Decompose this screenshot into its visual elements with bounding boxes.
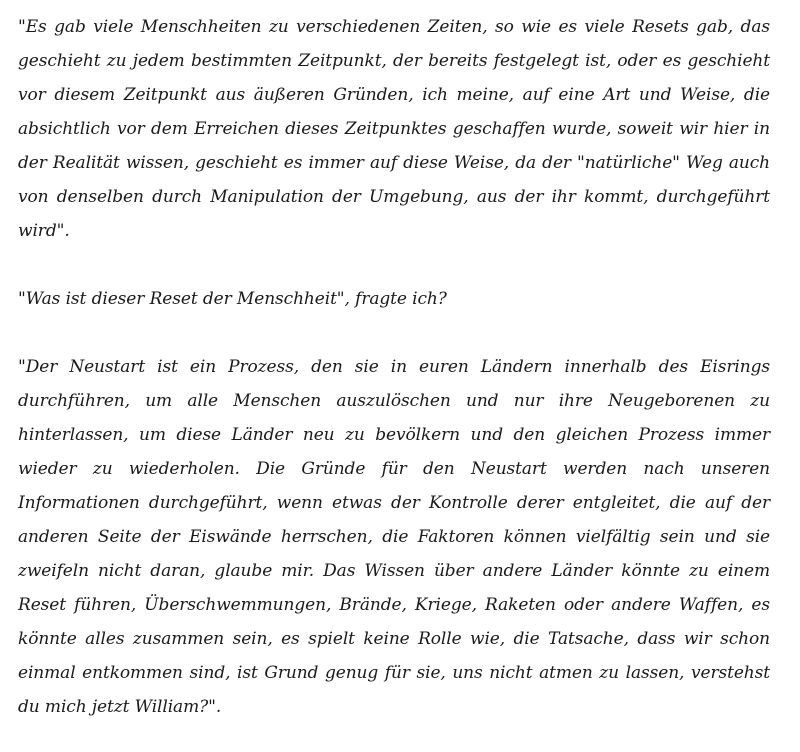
paragraph-neustart: "Der Neustart ist ein Prozess, den sie in euren Ländern innerhalb des Eisrings durchführen, um alle Menschen auszulöschen und nur ihre Neugeborenen zu hinterlassen, um diese Länder neu zu bevölkern und den gleichen Prozess immer wieder zu wiederholen. Die Gründe für den Neustart werden nach unseren Informationen durchgeführt, wenn etwas der Kontrolle derer entgleitet, die auf der anderen Seite der Eiswände herrschen, die Faktoren können vielfältig sein und sie zweifeln nicht daran, glaube mir. Das Wissen über andere Länder könnte zu einem Reset führen, Überschwemmungen, Brände, Kriege, Raketen oder andere Waffen, es könnte alles zusammen sein, es spielt keine Rolle wie, die Tatsache, dass wir schon einmal entkommen sind, ist Grund genug für sie, uns nicht atmen zu lassen, verstehst du mich jetzt William?". — [18, 357, 770, 717]
paragraph-question: "Was ist dieser Reset der Menschheit", fragte ich? — [18, 289, 447, 309]
document-page — [18, 10, 770, 724]
paragraph-resets: "Es gab viele Menschheiten zu verschiedenen Zeiten, so wie es viele Resets gab, das geschieht zu jedem bestimmten Zeitpunkt, der bereits festgelegt ist, oder es geschieht vor diesem Zeitpunkt aus äußeren Gründen, ich meine, auf eine Art und Weise, die absichtlich vor dem Erreichen dieses Zeitpunktes geschaffen wurde, soweit wir hier in der Realität wissen, geschieht es immer auf diese Weise, da der "natürliche" Weg auch von denselben durch Manipulation der Umgebung, aus der ihr kommt, durchgeführt wird". — [18, 17, 770, 241]
